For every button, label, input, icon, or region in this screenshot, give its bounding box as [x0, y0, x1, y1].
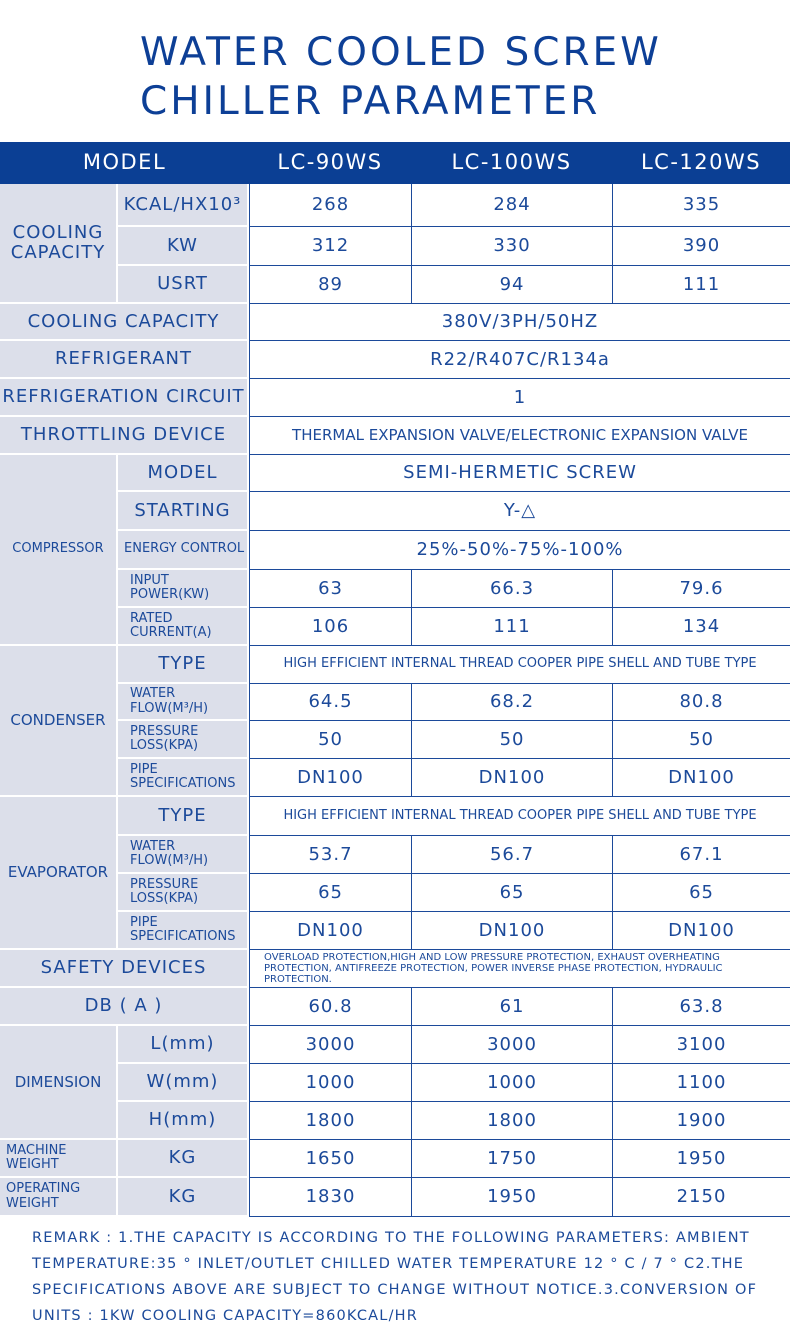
- table-row: [0, 988, 790, 1026]
- label-cell: KCAL/HX10³: [118, 184, 249, 227]
- label-cell: MACHINE WEIGHT: [0, 1140, 118, 1178]
- value-cell: 65: [612, 874, 790, 912]
- value-cell: 268: [249, 184, 411, 227]
- table-row: [0, 1140, 790, 1178]
- value-cell: HIGH EFFICIENT INTERNAL THREAD COOPER PIPE SHELL AND TUBE TYPE: [249, 797, 790, 836]
- parameter-table: [0, 142, 790, 1217]
- value-cell: 2150: [612, 1178, 790, 1217]
- label-cell: WATER FLOW(M³/H): [118, 836, 249, 874]
- value-cell: 66.3: [411, 570, 612, 608]
- header-cell: LC-100WS: [411, 142, 612, 184]
- value-cell: 65: [249, 874, 411, 912]
- title-line-1: WATER COOLED SCREW: [140, 30, 662, 75]
- label-cell: ENERGY CONTROL: [118, 531, 249, 570]
- header-cell: LC-120WS: [612, 142, 790, 184]
- value-cell: 68.2: [411, 684, 612, 721]
- label-cell: COOLING CAPACITY: [0, 304, 249, 341]
- table-row: [0, 684, 790, 721]
- value-cell: 1800: [249, 1102, 411, 1140]
- label-cell: KG: [118, 1178, 249, 1217]
- label-cell: PRESSURE LOSS(KPA): [118, 874, 249, 912]
- table-row: [0, 950, 790, 988]
- page-title: [140, 28, 662, 126]
- value-cell: 3000: [411, 1026, 612, 1064]
- table-row: [0, 797, 790, 836]
- value-cell: 25%-50%-75%-100%: [249, 531, 790, 570]
- value-cell: THERMAL EXPANSION VALVE/ELECTRONIC EXPANSION VALVE: [249, 417, 790, 455]
- value-cell: 111: [411, 608, 612, 646]
- value-cell: 312: [249, 227, 411, 266]
- table-row: [0, 531, 790, 570]
- value-cell: 60.8: [249, 988, 411, 1026]
- value-cell: 106: [249, 608, 411, 646]
- table-row: [0, 912, 790, 950]
- label-cell: PIPE SPECIFICATIONS: [118, 912, 249, 950]
- value-cell: 335: [612, 184, 790, 227]
- label-cell: W(mm): [118, 1064, 249, 1102]
- label-cell: COMPRESSOR: [0, 455, 118, 646]
- table-row: [0, 1178, 790, 1217]
- label-cell: CONDENSER: [0, 646, 118, 797]
- value-cell: 65: [411, 874, 612, 912]
- label-cell: SAFETY DEVICES: [0, 950, 249, 988]
- table-row: [0, 379, 790, 417]
- table-row: [0, 570, 790, 608]
- value-cell: 80.8: [612, 684, 790, 721]
- value-cell: 1950: [612, 1140, 790, 1178]
- label-cell: RATED CURRENT(A): [118, 608, 249, 646]
- value-cell: 56.7: [411, 836, 612, 874]
- value-cell: 3000: [249, 1026, 411, 1064]
- label-cell: INPUT POWER(KW): [118, 570, 249, 608]
- value-cell: R22/R407C/R134a: [249, 341, 790, 379]
- label-cell: THROTTLING DEVICE: [0, 417, 249, 455]
- header-cell: LC-90WS: [249, 142, 411, 184]
- table-row: [0, 304, 790, 341]
- table-row: [0, 759, 790, 797]
- value-cell: Y-△: [249, 492, 790, 531]
- remark-text: REMARK : 1.THE CAPACITY IS ACCORDING TO THE FOLLOWING PARAMETERS: AMBIENT TEMPERATURE:35 ° INLET/OUTLET CHILLED WATER TEMPERATURE 12 ° C / 7 ° C2.THE SPECIFICATIONS ABOVE ARE SUBJECT TO CHANGE WITHOUT NOTICE.3.CONVERSION OF UNITS : 1KW COOLING CAPACITY=860KCAL/HR: [32, 1230, 758, 1324]
- value-cell: 1800: [411, 1102, 612, 1140]
- value-cell: 50: [249, 721, 411, 759]
- label-cell: OPERATING WEIGHT: [0, 1178, 118, 1217]
- value-cell: 63.8: [612, 988, 790, 1026]
- table-row: [0, 646, 790, 684]
- value-cell: 63: [249, 570, 411, 608]
- label-cell: TYPE: [118, 797, 249, 836]
- table-row: [0, 608, 790, 646]
- table-row: [0, 1064, 790, 1102]
- table-row: [0, 1102, 790, 1140]
- value-cell: 1750: [411, 1140, 612, 1178]
- value-cell: DN100: [249, 912, 411, 950]
- value-cell: 1900: [612, 1102, 790, 1140]
- label-cell: USRT: [118, 266, 249, 304]
- value-cell: 67.1: [612, 836, 790, 874]
- label-cell: PIPE SPECIFICATIONS: [118, 759, 249, 797]
- label-cell: L(mm): [118, 1026, 249, 1064]
- value-cell: 79.6: [612, 570, 790, 608]
- label-cell: KW: [118, 227, 249, 266]
- table-row: [0, 836, 790, 874]
- label-cell: DIMENSION: [0, 1026, 118, 1140]
- table-row: [0, 721, 790, 759]
- value-cell: DN100: [249, 759, 411, 797]
- value-cell: 64.5: [249, 684, 411, 721]
- label-cell: KG: [118, 1140, 249, 1178]
- table-row: [0, 492, 790, 531]
- value-cell: 111: [612, 266, 790, 304]
- value-cell: 134: [612, 608, 790, 646]
- label-cell: REFRIGERANT: [0, 341, 249, 379]
- table-row: [0, 1026, 790, 1064]
- value-cell: 390: [612, 227, 790, 266]
- label-cell: REFRIGERATION CIRCUIT: [0, 379, 249, 417]
- table-row: [0, 417, 790, 455]
- label-cell: H(mm): [118, 1102, 249, 1140]
- value-cell: 3100: [612, 1026, 790, 1064]
- value-cell: 1000: [249, 1064, 411, 1102]
- header-cell: MODEL: [0, 142, 249, 184]
- label-cell: EVAPORATOR: [0, 797, 118, 950]
- label-cell: DB ( A ): [0, 988, 249, 1026]
- label-cell: COOLING CAPACITY: [0, 184, 118, 304]
- label-cell: MODEL: [118, 455, 249, 492]
- value-cell: SEMI-HERMETIC SCREW: [249, 455, 790, 492]
- value-cell: 1000: [411, 1064, 612, 1102]
- value-cell: 1950: [411, 1178, 612, 1217]
- value-cell: 380V/3PH/50HZ: [249, 304, 790, 341]
- label-cell: STARTING: [118, 492, 249, 531]
- table-row: [0, 455, 790, 492]
- value-cell: DN100: [612, 759, 790, 797]
- value-cell: OVERLOAD PROTECTION,HIGH AND LOW PRESSURE PROTECTION, EXHAUST OVERHEATING PROTECTION, ANTIFREEZE PROTECTION, POWER INVERSE PHASE PROTECTION, HYDRAULIC PROTECTION.: [249, 950, 790, 988]
- value-cell: DN100: [411, 759, 612, 797]
- table-row: [0, 266, 790, 304]
- table-row: [0, 227, 790, 266]
- value-cell: DN100: [612, 912, 790, 950]
- value-cell: 330: [411, 227, 612, 266]
- title-line-2: CHILLER PARAMETER: [140, 79, 601, 124]
- value-cell: 1100: [612, 1064, 790, 1102]
- value-cell: HIGH EFFICIENT INTERNAL THREAD COOPER PIPE SHELL AND TUBE TYPE: [249, 646, 790, 684]
- value-cell: 50: [612, 721, 790, 759]
- value-cell: 94: [411, 266, 612, 304]
- value-cell: 50: [411, 721, 612, 759]
- table-row: [0, 142, 790, 184]
- table-row: [0, 341, 790, 379]
- value-cell: DN100: [411, 912, 612, 950]
- label-cell: TYPE: [118, 646, 249, 684]
- value-cell: 1830: [249, 1178, 411, 1217]
- table-row: [0, 184, 790, 227]
- value-cell: 89: [249, 266, 411, 304]
- label-cell: WATER FLOW(M³/H): [118, 684, 249, 721]
- label-cell: PRESSURE LOSS(KPA): [118, 721, 249, 759]
- value-cell: 284: [411, 184, 612, 227]
- value-cell: 53.7: [249, 836, 411, 874]
- value-cell: 1: [249, 379, 790, 417]
- value-cell: 1650: [249, 1140, 411, 1178]
- value-cell: 61: [411, 988, 612, 1026]
- table-row: [0, 874, 790, 912]
